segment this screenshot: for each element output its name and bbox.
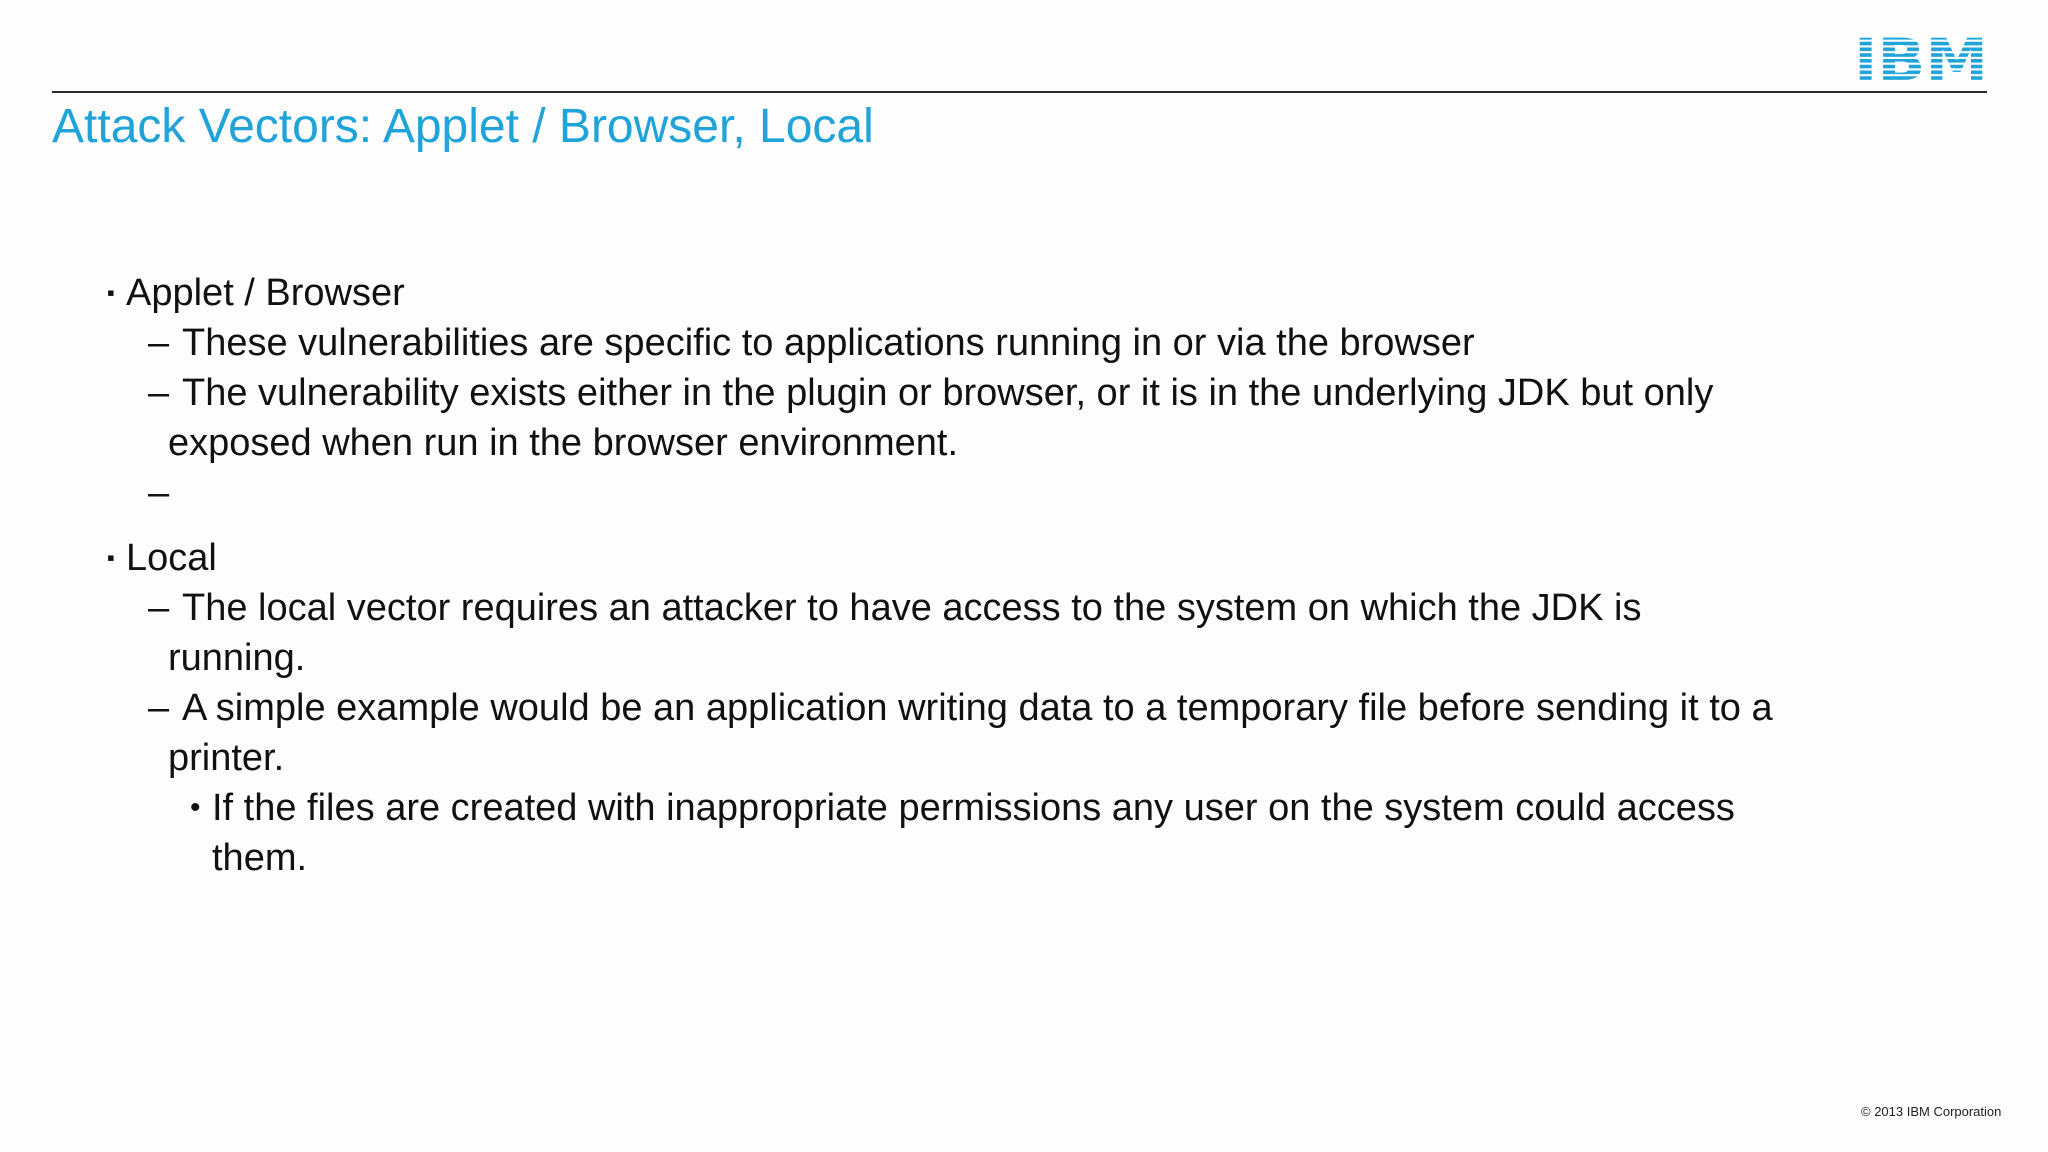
sub-list-item-continuation: them.: [212, 837, 308, 879]
square-bullet-icon: ▪: [107, 280, 115, 305]
list-item: The vulnerability exists either in the plugin or browser, or it is in the underlying JDK but only: [182, 372, 1714, 414]
section-heading-local: Local: [126, 537, 217, 579]
dash-icon: –: [148, 372, 170, 414]
section-heading-applet-browser: Applet / Browser: [126, 272, 405, 314]
list-item: A simple example would be an application writing data to a temporary file before sending it to a: [182, 687, 1773, 729]
list-item: These vulnerabilities are specific to applications running in or via the browser: [182, 322, 1475, 364]
list-item-continuation: exposed when run in the browser environment.: [168, 422, 959, 464]
square-bullet-icon: ▪: [107, 545, 115, 570]
list-item-continuation: running.: [168, 637, 306, 679]
list-item-continuation: printer.: [168, 737, 285, 779]
dash-icon: –: [148, 472, 170, 514]
round-bullet-icon: •: [190, 791, 201, 824]
sub-list-item: If the files are created with inappropriate permissions any user on the system could access: [212, 787, 1735, 829]
dash-icon: –: [148, 687, 170, 729]
header-rule: [52, 91, 1987, 93]
dash-icon: –: [148, 322, 170, 364]
copyright-footer: © 2013 IBM Corporation: [1861, 1104, 2002, 1119]
ibm-logo: [1853, 36, 1989, 82]
dash-icon: –: [148, 587, 170, 629]
list-item: The local vector requires an attacker to have access to the system on which the JDK is: [182, 587, 1642, 629]
slide-title: Attack Vectors: Applet / Browser, Local: [52, 100, 874, 153]
